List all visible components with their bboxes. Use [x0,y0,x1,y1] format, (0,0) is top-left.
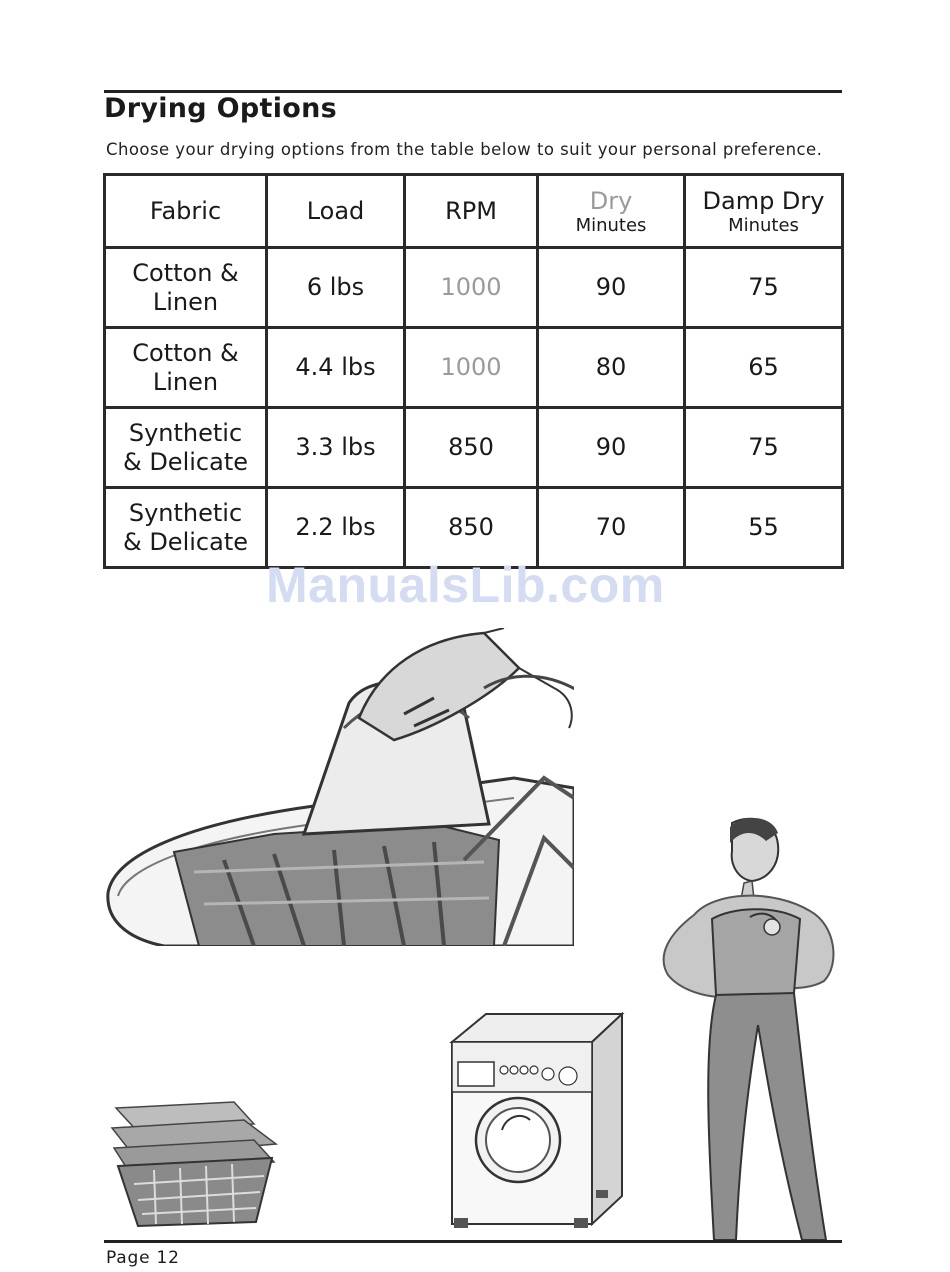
header-fabric: Fabric [105,175,267,248]
table-row [105,328,843,408]
cell-fabric: Cotton & Linen [105,328,267,408]
cell-rpm: 1000 [405,328,538,408]
cell-dry: 70 [538,488,685,568]
cell-rpm: 1000 [405,248,538,328]
page-number: Page 12 [106,1248,180,1268]
cell-fabric: Synthetic & Delicate [105,488,267,568]
header-damp-label: Damp Dry [702,186,825,215]
watermark: ManualsLib.com [266,557,665,613]
table-header-row [105,175,843,248]
cell-damp: 55 [685,488,843,568]
cell-load: 3.3 lbs [267,408,405,488]
cell-load: 6 lbs [267,248,405,328]
header-rpm: RPM [405,175,538,248]
iron-icon [104,628,574,946]
cell-dry: 90 [538,408,685,488]
header-dry-label: Dry [589,186,633,215]
cell-damp: 75 [685,248,843,328]
header-load: Load [267,175,405,248]
cell-fabric: Cotton & Linen [105,248,267,328]
cell-dry: 80 [538,328,685,408]
cell-damp: 65 [685,328,843,408]
drying-options-table [103,173,844,569]
cell-fabric: Synthetic & Delicate [105,408,267,488]
woman-with-shirt-icon [654,815,844,1245]
cell-damp: 75 [685,408,843,488]
cell-rpm: 850 [405,408,538,488]
table-row [105,248,843,328]
header-damp-unit: Minutes [728,214,799,236]
laundry-basket-icon [104,1096,280,1228]
header-dry [538,175,685,248]
cell-dry: 90 [538,248,685,328]
cell-rpm: 850 [405,488,538,568]
header-damp-dry [685,175,843,248]
intro-text: Choose your drying options from the table below to suit your personal preference. [106,140,823,159]
cell-load: 2.2 lbs [267,488,405,568]
washing-machine-icon [446,1012,626,1234]
cell-load: 4.4 lbs [267,328,405,408]
header-dry-unit: Minutes [575,214,647,236]
bottom-rule [104,1240,842,1243]
table-row [105,408,843,488]
page-title: Drying Options [104,93,338,124]
